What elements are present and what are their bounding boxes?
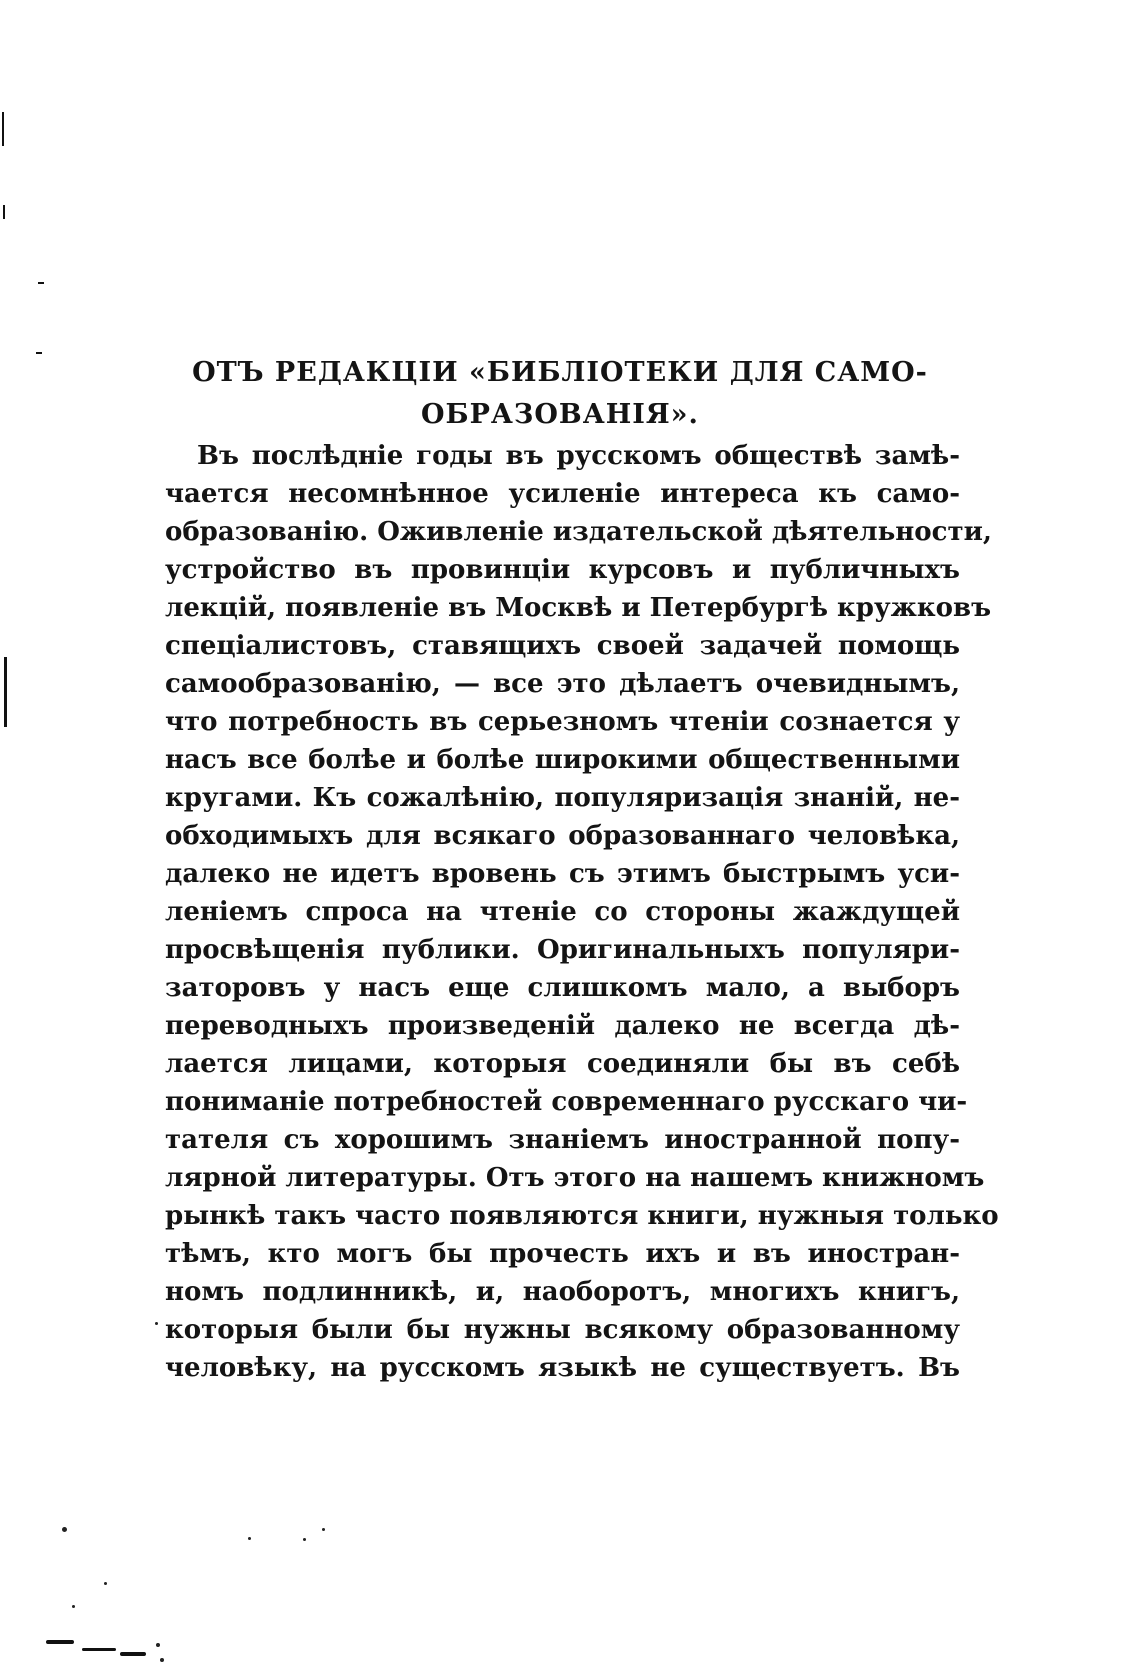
body-text-line: переводныхъ произведеній далеко не всегда дѣ- (165, 1011, 960, 1041)
body-text-line: заторовъ у насъ еще слишкомъ мало, а выборъ (165, 973, 960, 1003)
scan-edge-mark (38, 282, 44, 284)
scan-speck (104, 1582, 107, 1585)
scan-speck (62, 1527, 67, 1532)
scan-speck (322, 1528, 325, 1531)
scan-speck (72, 1605, 75, 1608)
body-text-line: кругами. Къ сожалѣнію, популяризація знаній, не- (165, 783, 960, 813)
body-text-line: тателя съ хорошимъ знаніемъ иностранной попу- (165, 1125, 960, 1155)
body-text-line: обходимыхъ для всякаго образованнаго человѣка, (165, 821, 960, 851)
body-text-line: лекцій, появленіе въ Москвѣ и Петербургѣ кружковъ (165, 593, 992, 623)
body-text-line: рынкѣ такъ часто появляются книги, нужныя только (165, 1201, 999, 1231)
body-text-line: устройство въ провинціи курсовъ и публичныхъ (165, 555, 960, 585)
body-text-line: тѣмъ, кто могъ бы прочесть ихъ и въ иностран- (165, 1239, 960, 1269)
scan-edge-mark (2, 112, 4, 146)
body-text-line: человѣку, на русскомъ языкѣ не существуетъ. Въ (165, 1353, 960, 1383)
body-text-line: спеціалистовъ, ставящихъ своей задачей помощь (165, 631, 960, 661)
body-text-line: далеко не идетъ вровень съ этимъ быстрымъ уси- (165, 859, 960, 889)
body-text-line: чается несомнѣнное усиленіе интереса къ само- (165, 479, 960, 509)
scan-speck (155, 1322, 158, 1325)
body-text-line: пониманіе потребностей современнаго русскаго чи- (165, 1087, 968, 1117)
body-text-line: что потребность въ серьезномъ чтеніи сознается у (165, 707, 960, 737)
scan-edge-mark (82, 1648, 116, 1651)
body-text-line: образованію. Оживленіе издательской дѣятельности, (165, 517, 992, 547)
section-heading-line-1: ОТЪ РЕДАКЦІИ «БИБЛІОТЕКИ ДЛЯ САМО- (192, 357, 928, 388)
scan-speck (303, 1538, 306, 1541)
body-text-line: лается лицами, которыя соединяли бы въ себѣ (165, 1049, 960, 1079)
body-text-line: просвѣщенія публики. Оригинальныхъ популяри- (165, 935, 960, 965)
body-text-line: лярной литературы. Отъ этого на нашемъ книжномъ (165, 1163, 985, 1193)
section-heading-line-2: ОБРАЗОВАНІЯ». (421, 399, 699, 430)
body-text-line: номъ подлинникѣ, и, наоборотъ, многихъ книгъ, (165, 1277, 960, 1307)
scan-edge-mark (3, 205, 5, 219)
scan-edge-mark (4, 657, 7, 727)
body-text-line: которыя были бы нужны всякому образованному (165, 1315, 960, 1345)
body-text-line: самообразованію, — все это дѣлаетъ очевиднымъ, (165, 669, 960, 699)
scan-speck (160, 1658, 164, 1662)
scan-edge-mark (120, 1652, 146, 1656)
scan-edge-mark (46, 1640, 74, 1644)
body-text-line: леніемъ спроса на чтеніе со стороны жаждущей (165, 897, 960, 927)
body-text-line: насъ все болѣе и болѣе широкими общественными (165, 745, 960, 775)
scan-speck (156, 1643, 160, 1647)
scan-edge-mark (36, 352, 42, 354)
body-text-line: Въ послѣдніе годы въ русскомъ обществѣ замѣ- (197, 441, 960, 471)
scan-speck (248, 1537, 251, 1540)
